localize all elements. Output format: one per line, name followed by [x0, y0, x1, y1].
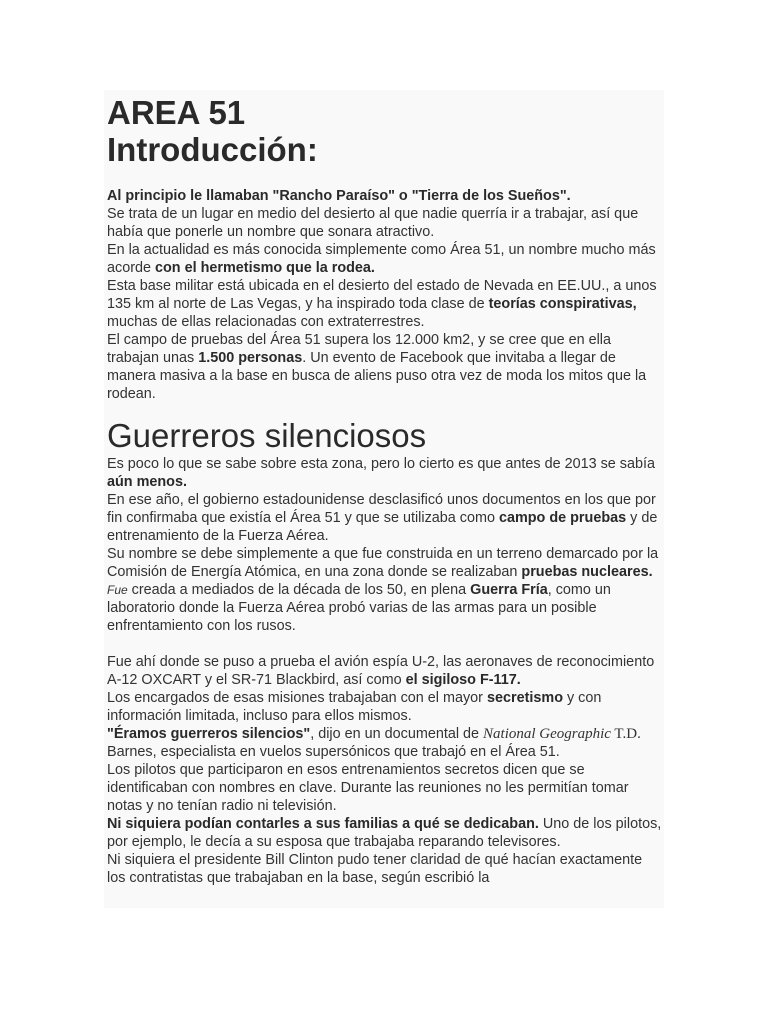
section-heading-guerreros: Guerreros silenciosos	[107, 417, 427, 454]
bold-span: pruebas nucleares.	[521, 564, 653, 580]
text-span: En ese año, el gobierno estadounidense desclasificó unos documentos en los que por fin confirmaba que existía el Área 51 y que se utilizaba como	[107, 492, 656, 526]
bold-span: secretismo	[486, 690, 563, 706]
bold-span: campo de pruebas	[498, 510, 627, 526]
bold-span: Guerra Fría	[470, 582, 548, 598]
section-paragraph-7	[107, 725, 663, 761]
text-span: muchas de ellas relacionadas con extraterrestres.	[107, 314, 425, 330]
intro-paragraph-4	[107, 277, 663, 331]
section-paragraph-6	[107, 689, 663, 725]
text-span: y de entrenamiento de la Fuerza Aérea.	[107, 510, 658, 544]
italic-span: Fue	[107, 583, 128, 597]
bold-span: 1.500 personas	[198, 350, 303, 366]
text-span: El campo de pruebas del Área 51 supera los 12.000 km2, y se cree que en ella trabajan unas	[107, 332, 611, 366]
text-span: , dijo en un documental de	[310, 726, 484, 742]
text-span: y con información limitada, incluso para ellos mismos.	[107, 690, 602, 724]
text-span: Su nombre se debe simplemente a que fue construida en un terreno demarcado por la Comisión de Energía Atómica, en una zona donde se realizaban	[107, 546, 659, 580]
publication-name: National Geographic	[483, 726, 611, 742]
quote-bold-span: "Éramos guerreros silencios"	[107, 726, 311, 742]
intro-paragraph-5	[107, 331, 663, 403]
section-paragraph-3	[107, 545, 663, 581]
text-span: Barnes, especialista en vuelos supersónicos que trabajó en el Área 51.	[107, 744, 560, 760]
text-span: , como un laboratorio donde la Fuerza Aérea probó varias de las armas para un posible enfrentamiento con los rusos.	[107, 582, 611, 634]
intro-paragraph-2: Se trata de un lugar en medio del desierto al que nadie querría ir a trabajar, así que había que ponerle un nombre que sonara atractivo.	[107, 206, 639, 240]
bold-span: teorías conspirativas,	[488, 296, 637, 312]
text-span: . Un evento de Facebook que invitaba a llegar de manera masiva a la base en busca de aliens puso otra vez de moda los mitos que la rodean.	[107, 350, 647, 402]
text-span: creada a mediados de la década de los 50, en plena	[127, 582, 471, 598]
text-span: Es poco lo que se sabe sobre esta zona, pero lo cierto es que antes de 2013 se sabía	[107, 456, 656, 472]
section-paragraph-2	[107, 491, 663, 545]
paragraph-gap	[107, 635, 663, 653]
section-paragraph-5	[107, 653, 663, 689]
section-paragraph-1	[107, 455, 663, 491]
document-content	[107, 90, 663, 887]
text-span: Esta base militar está ubicada en el desierto del estado de Nevada en EE.UU., a unos 135 km al norte de Las Vegas, y ha inspirado toda clase de	[107, 278, 657, 312]
intro-paragraph-1	[107, 187, 663, 205]
bold-span: Ni siquiera podían contarles a sus familias a qué se dedicaban.	[107, 816, 539, 832]
bold-span: el sigiloso F-117.	[405, 672, 521, 688]
bold-span: aún menos.	[107, 474, 187, 490]
section-paragraph-9	[107, 815, 663, 851]
section-paragraph-10: Ni siquiera el presidente Bill Clinton pudo tener claridad de qué hacían exactamente los contratistas que trabajaban en la base, según escribió la	[107, 852, 643, 886]
document-title: AREA 51	[107, 94, 246, 131]
intro-heading: Introducción:	[107, 131, 318, 168]
section-paragraph-8: Los pilotos que participaron en esos entrenamientos secretos dicen que se identificaban con nombres en clave. Durante las reuniones no les permitían tomar notas y no tenían radio ni televisión.	[107, 762, 629, 814]
serif-span: T.D.	[610, 726, 641, 742]
intro-paragraph-3	[107, 241, 663, 277]
text-span: Los encargados de esas misiones trabajaban con el mayor	[107, 690, 487, 706]
document-page	[104, 90, 664, 908]
intro-bold-text: Al principio le llamaban "Rancho Paraíso" o "Tierra de los Sueños".	[107, 188, 571, 204]
section-paragraph-4	[107, 581, 663, 635]
text-span: Uno de los pilotos, por ejemplo, le decía a su esposa que trabajaba reparando televisores.	[107, 816, 662, 850]
text-span: En la actualidad es más conocida simplemente como Área 51, un nombre mucho más acorde	[107, 242, 656, 276]
bold-span: con el hermetismo que la rodea.	[155, 260, 375, 276]
text-span: Fue ahí donde se puso a prueba el avión espía U-2, las aeronaves de reconocimiento A-12 OXCART y el SR-71 Blackbird, así como	[107, 654, 655, 688]
